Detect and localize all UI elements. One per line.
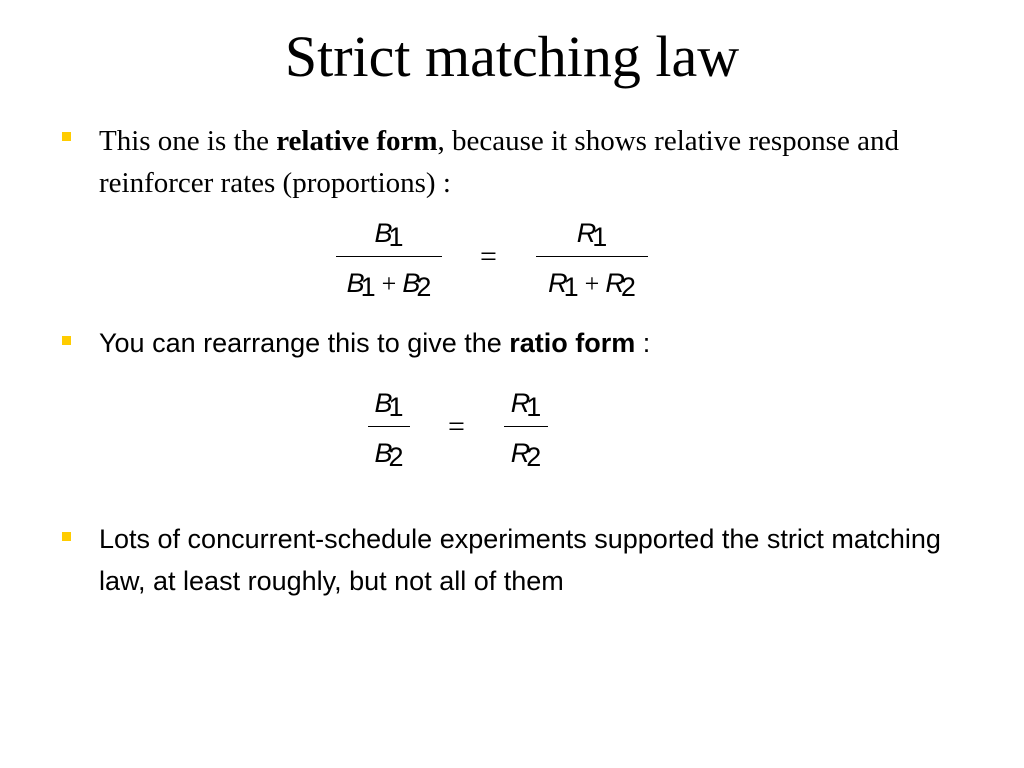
bullet-text (99, 120, 959, 204)
equals-sign: = (448, 410, 465, 443)
slide-title: Strict matching law (284, 24, 740, 89)
subscript: 2 (416, 272, 432, 302)
subscript: 1 (563, 272, 579, 302)
bullet-text-bold: ratio form (509, 328, 636, 358)
subscript: 2 (620, 272, 636, 302)
variable: R (576, 218, 597, 248)
denominator (368, 438, 410, 472)
bullet-text-post: : (635, 328, 651, 358)
numerator (368, 388, 410, 422)
subscript: 1 (592, 222, 608, 252)
variable: R (605, 268, 625, 298)
fraction-right (504, 388, 548, 472)
numerator (336, 218, 442, 252)
numerator (504, 388, 548, 422)
denominator (336, 268, 442, 302)
subscript: 2 (526, 442, 542, 472)
fraction-right (536, 218, 648, 302)
subscript: 1 (388, 392, 404, 422)
bullet-text: Lots of concurrent-schedule experiments supported the strict matching law, at least roughly, but not all of them (99, 524, 941, 596)
bullet-square-icon (62, 532, 71, 541)
variable: B (402, 268, 421, 298)
bullet-text-pre: You can rearrange this to give the (99, 328, 510, 358)
numerator (536, 218, 648, 252)
denominator (504, 438, 548, 472)
variable: B (374, 438, 393, 468)
bullet-text-bold: relative form (276, 125, 438, 157)
variable: R (510, 438, 531, 468)
subscript: 1 (526, 392, 542, 422)
bullet-square-icon (62, 132, 71, 141)
bullet-text-pre: This one is the (99, 125, 277, 157)
bullet-text (99, 322, 959, 364)
fraction-bar (336, 256, 442, 257)
fraction-left (368, 388, 410, 472)
fraction-left (336, 218, 442, 302)
subscript: 1 (360, 272, 376, 302)
variable: R (510, 388, 531, 418)
bullet-square-icon (62, 336, 71, 345)
fraction-bar (368, 426, 410, 427)
variable: R (548, 268, 568, 298)
fraction-bar (536, 256, 648, 257)
variable: B (346, 268, 365, 298)
variable: B (374, 218, 393, 248)
equals-sign: = (480, 240, 497, 273)
bullet-text-post: , because it shows relative response and reinforcer rates (proportions) : (99, 125, 899, 199)
denominator (536, 268, 648, 302)
subscript: 1 (388, 222, 404, 252)
plus-operator: + (381, 269, 397, 298)
variable: B (374, 388, 393, 418)
plus-operator: + (584, 269, 600, 298)
fraction-bar (504, 426, 548, 427)
subscript: 2 (388, 442, 404, 472)
